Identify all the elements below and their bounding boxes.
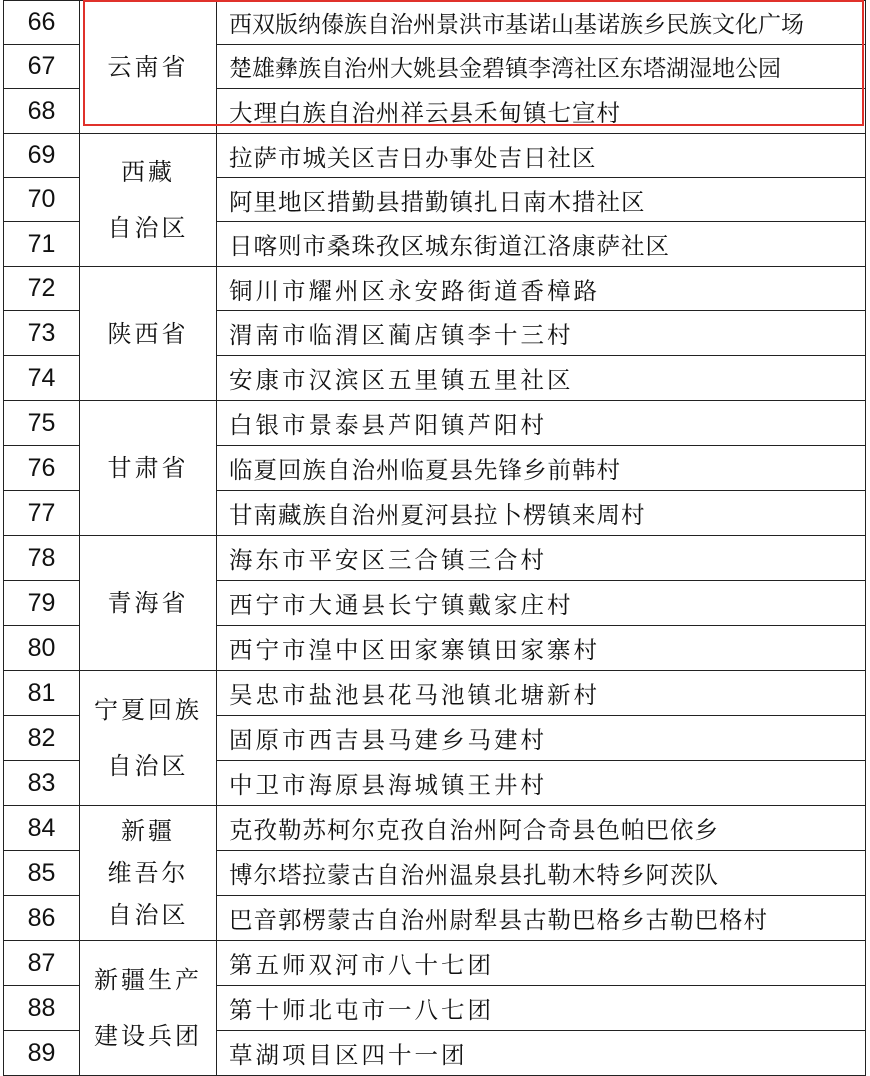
location-cell: 海东市平安区三合镇三合村 [217,536,866,581]
row-number: 85 [4,851,80,896]
province-name-line: 建设兵团 [94,1022,202,1050]
province-name-line: 青海省 [107,589,189,617]
province-name-line: 维吾尔 [107,859,189,887]
row-number: 67 [4,45,80,89]
location-cell: 吴忠市盐池县花马池镇北塘新村 [217,671,866,716]
row-number: 86 [4,896,80,941]
location-cell: 拉萨市城关区吉日办事处吉日社区 [217,134,866,178]
row-number: 66 [4,1,80,45]
location-cell: 渭南市临渭区蔺店镇李十三村 [217,311,866,356]
location-table [3,0,866,1076]
location-cell: 安康市汉滨区五里镇五里社区 [217,356,866,401]
table-row [4,267,866,311]
province-name-line: 自治区 [107,752,189,780]
location-cell: 西双版纳傣族自治州景洪市基诺山基诺族乡民族文化广场 [217,1,866,45]
province-name-line: 新疆 [121,817,175,845]
location-cell: 中卫市海原县海城镇王井村 [217,761,866,806]
location-cell: 第五师双河市八十七团 [217,941,866,986]
location-cell: 第十师北屯市一八七团 [217,986,866,1031]
province-name-line: 自治区 [107,214,189,242]
row-number: 76 [4,446,80,491]
row-number: 82 [4,716,80,761]
province-name-line: 西藏 [121,158,175,186]
province-name-line: 自治区 [107,901,189,929]
province-name-line: 甘肃省 [107,454,189,482]
province-cell [80,1,217,134]
location-cell: 博尔塔拉蒙古自治州温泉县扎勒木特乡阿茨队 [217,851,866,896]
row-number: 71 [4,222,80,267]
table-row [4,134,866,178]
table-row [4,536,866,581]
province-name-line: 新疆生产 [94,966,202,994]
row-number: 74 [4,356,80,401]
location-cell: 阿里地区措勤县措勤镇扎日南木措社区 [217,178,866,222]
table-row [4,806,866,851]
row-number: 84 [4,806,80,851]
location-cell: 大理白族自治州祥云县禾甸镇七宣村 [217,89,866,134]
location-cell: 西宁市湟中区田家寨镇田家寨村 [217,626,866,671]
table-row [4,1,866,45]
row-number: 68 [4,89,80,134]
location-cell: 固原市西吉县马建乡马建村 [217,716,866,761]
province-cell [80,671,217,806]
table-row [4,671,866,716]
province-name-line: 宁夏回族 [94,696,202,724]
province-cell [80,267,217,401]
province-name-line: 云南省 [107,53,189,81]
row-number: 73 [4,311,80,356]
province-cell [80,536,217,671]
row-number: 81 [4,671,80,716]
province-cell [80,401,217,536]
table-body [4,1,866,1076]
table-row [4,941,866,986]
row-number: 75 [4,401,80,446]
row-number: 89 [4,1031,80,1076]
province-cell [80,134,217,267]
location-cell: 甘南藏族自治州夏河县拉卜楞镇来周村 [217,491,866,536]
location-cell: 克孜勒苏柯尔克孜自治州阿合奇县色帕巴依乡 [217,806,866,851]
location-cell: 巴音郭楞蒙古自治州尉犁县古勒巴格乡古勒巴格村 [217,896,866,941]
row-number: 70 [4,178,80,222]
table-row [4,401,866,446]
row-number: 87 [4,941,80,986]
row-number: 83 [4,761,80,806]
province-cell [80,941,217,1076]
province-cell [80,806,217,941]
location-cell: 临夏回族自治州临夏县先锋乡前韩村 [217,446,866,491]
location-cell: 草湖项目区四十一团 [217,1031,866,1076]
row-number: 77 [4,491,80,536]
location-cell: 白银市景泰县芦阳镇芦阳村 [217,401,866,446]
row-number: 78 [4,536,80,581]
row-number: 79 [4,581,80,626]
location-cell: 楚雄彝族自治州大姚县金碧镇李湾社区东塔湖湿地公园 [217,45,866,89]
row-number: 72 [4,267,80,311]
location-cell: 日喀则市桑珠孜区城东街道江洛康萨社区 [217,222,866,267]
location-cell: 西宁市大通县长宁镇戴家庄村 [217,581,866,626]
province-name-line: 陕西省 [107,319,189,348]
row-number: 69 [4,134,80,178]
row-number: 80 [4,626,80,671]
location-cell: 铜川市耀州区永安路街道香樟路 [217,267,866,311]
row-number: 88 [4,986,80,1031]
